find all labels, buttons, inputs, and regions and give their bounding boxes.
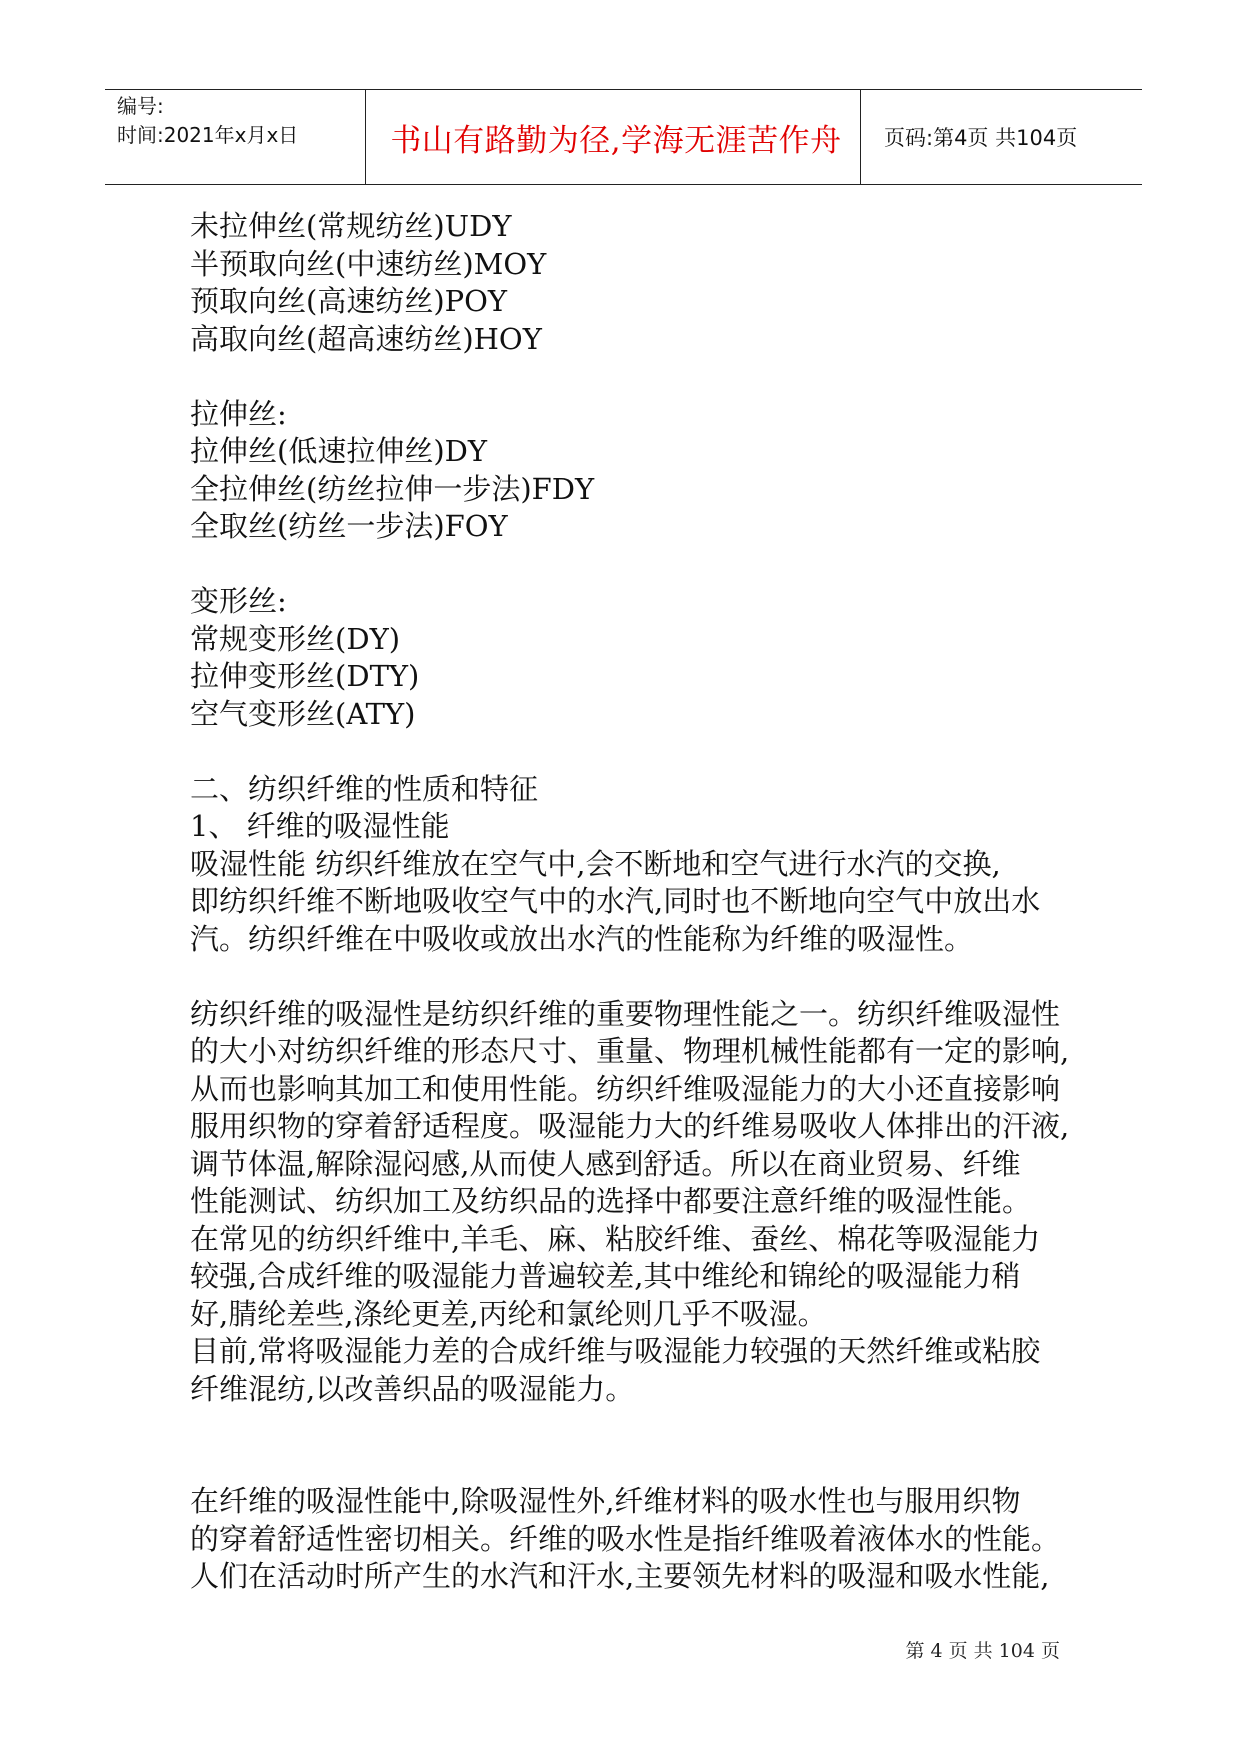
body-line: 从而也影响其加工和使用性能。纺织纤维吸湿能力的大小还直接影响 <box>190 1071 1061 1106</box>
body-line: 拉伸丝(低速拉伸丝)DY <box>190 434 488 468</box>
body-line: 的大小对纺织纤维的形态尺寸、重量、物理机械性能都有一定的影响, <box>190 1034 1070 1068</box>
section-heading: 变形丝: <box>190 584 287 618</box>
page-header <box>105 89 1142 185</box>
body-line: 汽。纺织纤维在中吸收或放出水汽的性能称为纤维的吸湿性。 <box>190 921 974 956</box>
body-line: 目前,常将吸湿能力差的合成纤维与吸湿能力较强的天然纤维或粘胶 <box>190 1334 1041 1368</box>
body-line: 全拉伸丝(纺丝拉伸一步法)FDY <box>190 471 595 506</box>
body-line: 半预取向丝(中速纺丝)MOY <box>190 246 547 281</box>
paragraph-gap <box>190 358 1070 396</box>
body-line: 预取向丝(高速纺丝)POY <box>190 284 508 318</box>
section-heading: 拉伸丝: <box>190 396 287 431</box>
body-line: 较强,合成纤维的吸湿能力普遍较差,其中维纶和锦纶的吸湿能力稍 <box>190 1259 1021 1293</box>
body-line: 常规变形丝(DY) <box>190 621 401 656</box>
body-line: 吸湿性能 纺织纤维放在空气中,会不断地和空气进行水汽的交换, <box>190 846 1001 881</box>
body-line: 在常见的纺织纤维中,羊毛、麻、粘胶纤维、蚕丝、棉花等吸湿能力 <box>190 1221 1041 1256</box>
document-number-label: 编号: <box>117 94 164 118</box>
header-page-info: 页码:第4页 共104页 <box>884 126 1078 150</box>
body-line: 在纤维的吸湿性能中,除吸湿性外,纤维材料的吸水性也与服用织物 <box>190 1484 1021 1518</box>
paragraph-gap <box>190 1408 1070 1483</box>
body-line: 未拉伸丝(常规纺丝)UDY <box>190 209 512 243</box>
body-line: 纺织纤维的吸湿性是纺织纤维的重要物理性能之一。纺织纤维吸湿性 <box>190 996 1061 1031</box>
header-divider-right <box>860 90 861 184</box>
header-meta <box>117 92 367 150</box>
body-line: 性能测试、纺织加工及纺织品的选择中都要注意纤维的吸湿性能。 <box>190 1184 1032 1218</box>
page-footer: 第 4 页 共 104 页 <box>905 1640 1060 1662</box>
body-line: 纤维混纺,以改善织品的吸湿能力。 <box>190 1371 635 1406</box>
header-motto: 书山有路勤为径,学海无涯苦作舟 <box>390 122 842 159</box>
body-line: 服用织物的穿着舒适程度。吸湿能力大的纤维易吸收人体排出的汗液, <box>190 1109 1070 1143</box>
body-line: 拉伸变形丝(DTY) <box>190 659 420 693</box>
paragraph-gap <box>190 733 1070 771</box>
body-line: 的穿着舒适性密切相关。纤维的吸水性是指纤维吸着液体水的性能。 <box>190 1521 1061 1556</box>
document-body <box>190 208 1070 1596</box>
body-line: 空气变形丝(ATY) <box>190 696 416 731</box>
body-line: 即纺织纤维不断地吸收空气中的水汽,同时也不断地向空气中放出水 <box>190 884 1041 918</box>
document-time-label: 时间:2021年x月x日 <box>117 123 299 147</box>
body-line: 人们在活动时所产生的水汽和汗水,主要领先材料的吸湿和吸水性能, <box>190 1559 1050 1593</box>
section-heading: 二、纺织纤维的性质和特征 <box>190 771 539 806</box>
subsection-heading: 1、 纤维的吸湿性能 <box>190 809 450 843</box>
paragraph-gap <box>190 958 1070 996</box>
header-divider-left <box>365 90 366 184</box>
body-line: 好,腈纶差些,涤纶更差,丙纶和氯纶则几乎不吸湿。 <box>190 1296 827 1331</box>
body-line: 调节体温,解除湿闷感,从而使人感到舒适。所以在商业贸易、纤维 <box>190 1146 1021 1181</box>
body-line: 全取丝(纺丝一步法)FOY <box>190 509 508 543</box>
body-line: 高取向丝(超高速纺丝)HOY <box>190 321 542 356</box>
paragraph-gap <box>190 546 1070 584</box>
